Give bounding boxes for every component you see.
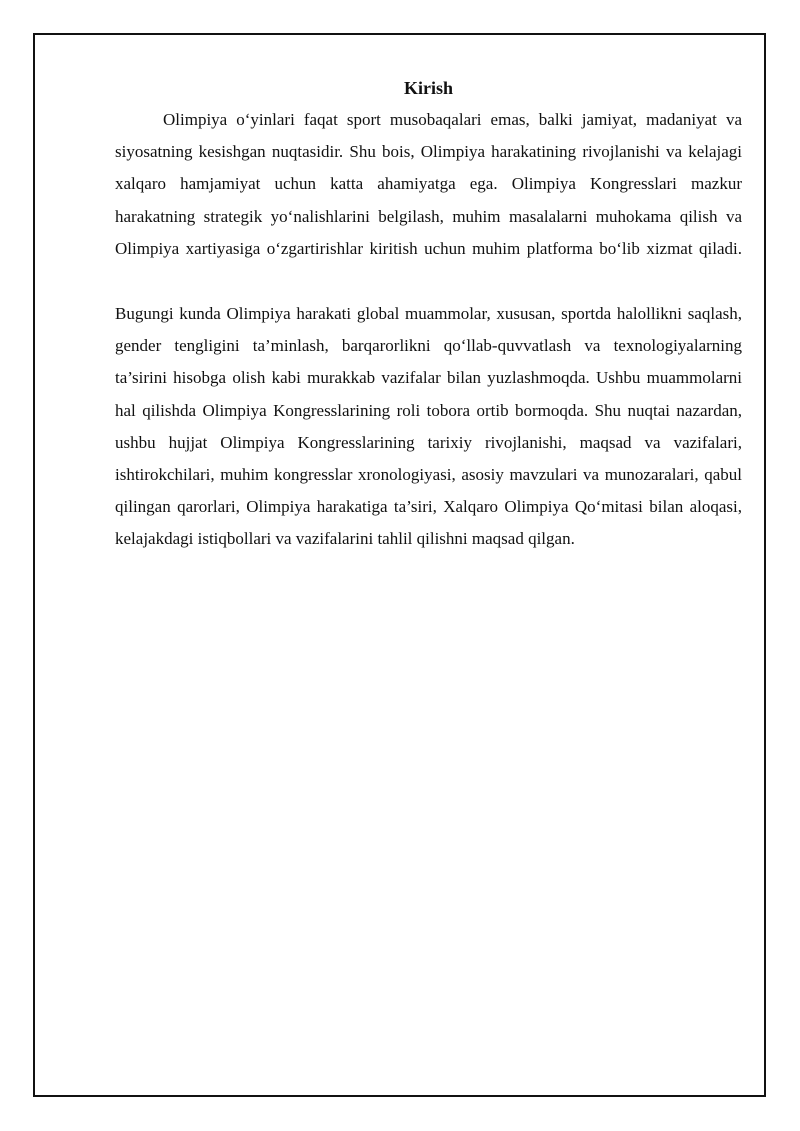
paragraph-context: Bugungi kunda Olimpiya harakati global muammolar, xususan, sportda halollikni saqlash, gender tengligini ta’minlash, barqarorlikni qo‘llab-quvvatlash va texnologiyalarning ta’sirini hisobga olish kabi murakkab vazifalar bilan yuzlashmoqda. Ushbu muammolarni hal qilishda Olimpiya Kongresslarining roli tobora ortib bormoqda. Shu nuqtai nazardan, ushbu hujjat Olimpiya Kongresslarining tarixiy rivojlanishi, maqsad va vazifalari, ishtirokchilari, muhim kongresslar xronologiyasi, asosiy mavzulari va munozaralari, qabul qilingan qarorlari, Olimpiya harakatiga ta’siri, Xalqaro Olimpiya Qo‘mitasi bilan aloqasi, kelajakdagi istiqbollari va vazifalarini tahlil qilishni maqsad qilgan.	[115, 304, 742, 549]
paragraph-intro: Olimpiya o‘yinlari faqat sport musobaqalari emas, balki jamiyat, madaniyat va siyosatning kesishgan nuqtasidir. Shu bois, Olimpiya harakatining rivojlanishi va kelajagi xalqaro hamjamiyat uchun katta ahamiyatga ega. Olimpiya Kongresslari mazkur harakatning strategik yo‘nalishlarini belgilash, muhim masalalarni muhokama qilish va Olimpiya xartiyasiga o‘zgartirishlar kiritish uchun muhim platforma bo‘lib xizmat qiladi.	[115, 110, 742, 258]
paragraph-gap	[115, 265, 742, 298]
document-title: Kirish	[403, 78, 453, 98]
document-body	[115, 74, 742, 556]
